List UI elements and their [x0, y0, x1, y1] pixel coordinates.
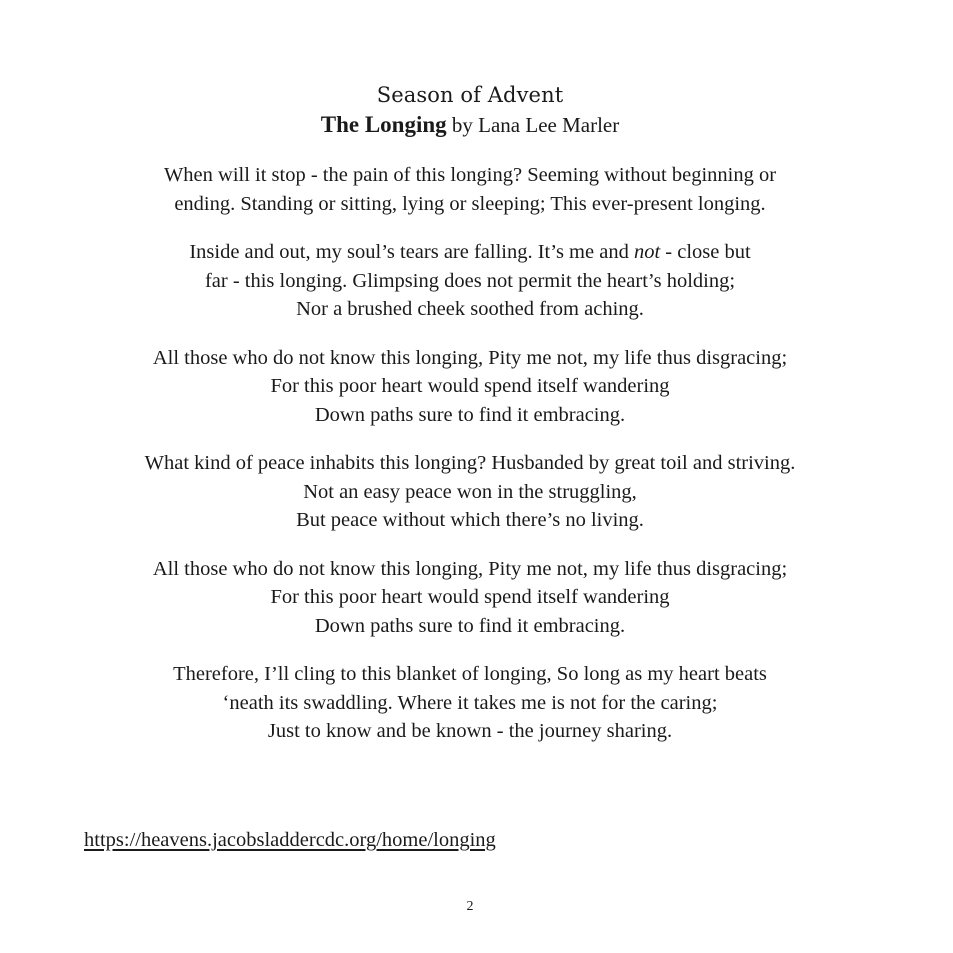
poem-line: Down paths sure to find it embracing.: [314, 614, 626, 637]
season-title: Season of Advent: [376, 83, 564, 107]
poem-body: [0, 161, 940, 766]
poem-line: Just to know and be known - the journey sharing.: [267, 720, 673, 742]
poem-line: For this poor heart would spend itself wandering: [270, 375, 670, 397]
poem-heading: [0, 80, 940, 140]
stanza-3: [0, 344, 940, 430]
poem-line: [0, 238, 940, 267]
stanza-2: [0, 238, 940, 324]
emphasized-word: not: [633, 241, 661, 263]
stanza-5: [0, 555, 940, 641]
poem-line: All those who do not know this longing, Pity me not, my life thus disgracing;: [152, 346, 788, 369]
poem-line: But peace without which there’s no living.: [296, 509, 644, 531]
poem-line-text: - close but: [660, 241, 751, 263]
poem-line: For this poor heart would spend itself wandering: [270, 586, 670, 608]
poem-title: The Longing: [320, 112, 447, 137]
poem-line: When will it stop - the pain of this longing? Seeming without beginning or: [163, 164, 777, 186]
stanza-1: [0, 161, 940, 218]
stanza-4: [0, 449, 940, 535]
page-number: 2: [466, 899, 474, 914]
poem-line: What kind of peace inhabits this longing? Husbanded by great toil and striving.: [144, 452, 796, 474]
title-line: [0, 110, 940, 140]
poem-line: Nor a brushed cheek soothed from aching.: [296, 298, 644, 320]
poem-line: Therefore, I’ll cling to this blanket of longing, So long as my heart beats: [173, 663, 767, 685]
poem-line: Down paths sure to find it embracing.: [314, 403, 626, 426]
poem-line: far - this longing. Glimpsing does not permit the heart’s holding;: [204, 269, 736, 292]
source-link[interactable]: https://heavens.jacobsladdercdc.org/home/longing: [84, 829, 496, 851]
stanza-6: [0, 660, 940, 746]
poem-line: ‘neath its swaddling. Where it takes me is not for the caring;: [222, 691, 718, 714]
poem-byline: by Lana Lee Marler: [451, 113, 620, 137]
poem-line: ending. Standing or sitting, lying or sleeping; This ever-present longing.: [174, 192, 766, 215]
poem-line-text: Inside and out, my soul’s tears are falling. It’s me and: [189, 241, 634, 263]
poem-line: Not an easy peace won in the struggling,: [303, 480, 637, 503]
poem-line: All those who do not know this longing, Pity me not, my life thus disgracing;: [152, 557, 788, 580]
